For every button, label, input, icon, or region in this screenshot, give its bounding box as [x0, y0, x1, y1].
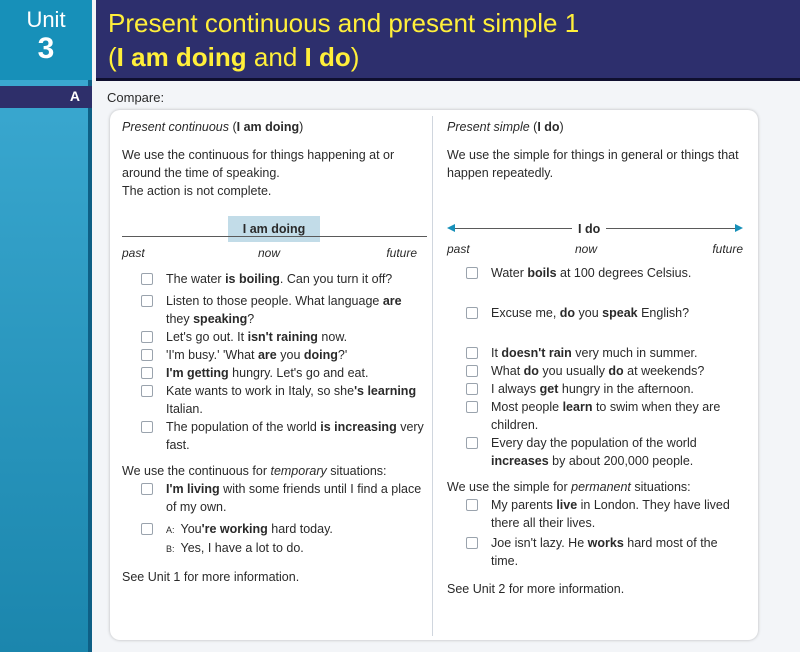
checkbox-icon: [466, 347, 478, 359]
checkbox-icon: [141, 295, 153, 307]
right-note: We use the simple for permanent situations:: [447, 480, 691, 494]
present-simple-column: [447, 118, 747, 598]
checkbox-icon: [141, 483, 153, 495]
timeline-label: I do: [572, 220, 606, 238]
checkbox-icon: [141, 367, 153, 379]
example-item: 'I'm busy.' 'What are you doing?': [122, 346, 427, 364]
left-note: We use the continuous for temporary situations:: [122, 464, 387, 478]
right-timeline: [447, 212, 747, 264]
left-see-also: See Unit 1 for more information.: [122, 570, 300, 584]
checkbox-icon: [141, 523, 153, 535]
example-item: A: You're working hard today.: [122, 520, 427, 539]
unit-word: Unit: [26, 7, 66, 32]
checkbox-icon: [466, 307, 478, 319]
page-title: [108, 6, 579, 74]
timeline-line: [122, 236, 427, 237]
unit-number: 3: [37, 32, 55, 65]
example-item: Listen to those people. What language are they speaking?: [122, 292, 427, 328]
example-item: It doesn't rain very much in summer.: [447, 344, 747, 362]
checkbox-icon: [466, 383, 478, 395]
title-line-2: (I am doing and I do): [108, 42, 360, 72]
arrow-right-icon: [735, 224, 743, 232]
title-line-1: Present continuous and present simple 1: [108, 8, 580, 38]
example-item: Let's go out. It isn't raining now.: [122, 328, 427, 346]
section-letter: A: [69, 88, 80, 104]
left-desc-2: The action is not complete.: [122, 184, 272, 198]
left-timeline: [122, 212, 427, 264]
checkbox-icon: [466, 365, 478, 377]
example-item: I always get hungry in the afternoon.: [447, 380, 747, 398]
left-desc-1: We use the continuous for things happening at or around the time of speaking.: [122, 148, 395, 180]
timeline-now: now: [258, 246, 281, 260]
checkbox-icon: [466, 537, 478, 549]
section-marker: [0, 86, 92, 108]
example-item: Kate wants to work in Italy, so she's learning Italian.: [122, 382, 427, 418]
example-item: What do you usually do at weekends?: [447, 362, 747, 380]
arrow-left-icon: [447, 224, 455, 232]
checkbox-icon: [141, 349, 153, 361]
example-item: B: Yes, I have a lot to do.: [166, 541, 304, 555]
column-divider: [432, 116, 433, 636]
right-see-also: See Unit 2 for more information.: [447, 582, 625, 596]
example-item: My parents live in London. They have lived there all their lives.: [447, 496, 747, 532]
example-item: Most people learn to swim when they are children.: [447, 398, 747, 434]
timeline-now: now: [575, 242, 598, 256]
right-heading: Present simple (I do): [447, 120, 564, 134]
checkbox-icon: [141, 385, 153, 397]
example-item: Water boils at 100 degrees Celsius.: [447, 264, 747, 282]
checkbox-icon: [466, 499, 478, 511]
timeline-future: future: [386, 246, 417, 260]
example-item: The water is boiling. Can you turn it off?: [122, 270, 427, 288]
checkbox-icon: [141, 331, 153, 343]
unit-badge: [0, 0, 92, 80]
example-item: Joe isn't lazy. He works hard most of the time.: [447, 534, 747, 570]
checkbox-icon: [466, 267, 478, 279]
example-item: Excuse me, do you speak English?: [447, 304, 747, 322]
timeline-past: past: [122, 246, 145, 260]
header-bar: [96, 0, 800, 81]
checkbox-icon: [466, 437, 478, 449]
present-continuous-column: [122, 118, 427, 586]
sidebar: [0, 80, 92, 652]
example-item: The population of the world is increasing very fast.: [122, 418, 427, 454]
example-item: I'm living with some friends until I find a place of my own.: [122, 480, 427, 516]
left-heading: Present continuous (I am doing): [122, 120, 304, 134]
compare-label: Compare:: [107, 90, 165, 105]
right-desc-1: We use the simple for things in general or things that happen repeatedly.: [447, 148, 739, 180]
example-item: Every day the population of the world increases by about 200,000 people.: [447, 434, 747, 470]
timeline-past: past: [447, 242, 470, 256]
checkbox-icon: [141, 273, 153, 285]
checkbox-icon: [466, 401, 478, 413]
checkbox-icon: [141, 421, 153, 433]
timeline-future: future: [712, 242, 743, 256]
timeline-highlight: I am doing: [228, 216, 320, 242]
example-item: I'm getting hungry. Let's go and eat.: [122, 364, 427, 382]
